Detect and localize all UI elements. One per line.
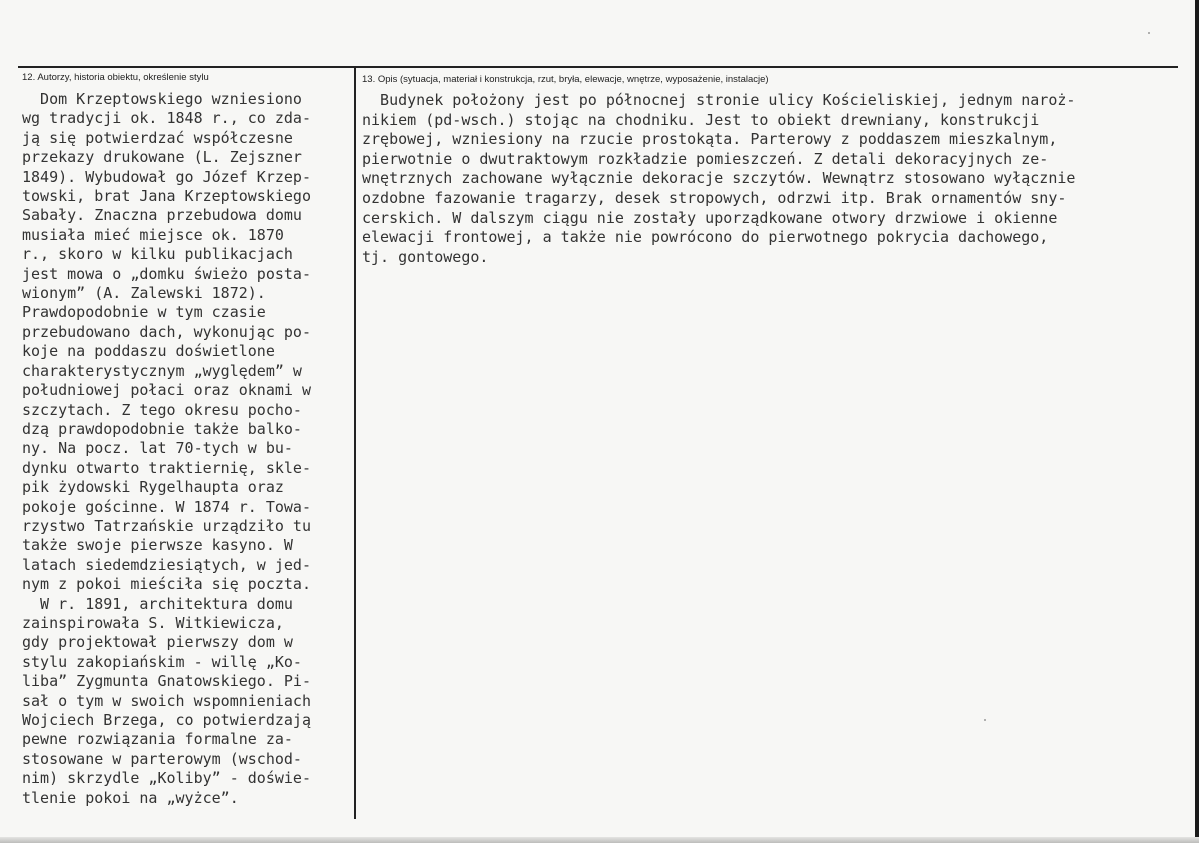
text-line: rzystwo Tatrzańskie urządziło tu: [22, 516, 311, 535]
page-edge-bottom: [0, 837, 1199, 843]
text-line: latach siedemdziesiątych, w jed-: [22, 555, 311, 574]
text-line: zrębowej, wzniesiony na rzucie prostokąta. Parterowy z poddaszem mieszkalnym,: [362, 130, 1058, 149]
text-line: Budynek położony jest po północnej stronie ulicy Kościeliskiej, jednym naroż-: [362, 91, 1076, 109]
text-line: 1849). Wybudował go Józef Krzep-: [22, 167, 311, 186]
section-13-heading: 13. Opis (sytuacja, materiał i konstrukcja, rzut, bryła, elewacje, wnętrze, wyposażenie, instalacje): [362, 74, 769, 85]
text-line: koje na poddaszu doświetlone: [22, 342, 275, 361]
text-line: pierwotnie o dwutraktowym rozkładzie pomieszczeń. Z detali dekoracyjnych ze-: [362, 149, 1049, 168]
text-line: ją się potwierdzać współczesne: [22, 128, 293, 147]
text-line: charakterystycznym „wyględem” w: [22, 361, 302, 380]
text-line: gdy projektował pierwszy dom w: [22, 633, 293, 652]
text-line: przekazy drukowane (L. Zejszner: [22, 148, 302, 167]
text-line: liba” Zygmunta Gnatowskiego. Pi-: [22, 672, 311, 691]
text-line: nim) skrzydle „Koliby” - doświe-: [22, 769, 311, 788]
text-line: ny. Na pocz. lat 70-tych w bu-: [22, 439, 293, 458]
text-line: dynku otwarto traktiernię, skle-: [22, 458, 311, 477]
text-line: zainspirowała S. Witkiewicza,: [22, 613, 284, 632]
text-line: wnętrznych zachowane wyłącznie dekoracje szczytów. Wewnątrz stosowano wyłącznie: [362, 169, 1076, 188]
text-line: jest mowa o „domku świeżo posta-: [22, 264, 311, 283]
text-line: cerskich. W dalszym ciągu nie zostały uporządkowane otwory drzwiowe i okienne: [362, 208, 1058, 227]
text-line: stosowane w parterowym (wschod-: [22, 749, 302, 768]
top-divider-line: [18, 66, 1178, 68]
text-line: także swoje pierwsze kasyno. W: [22, 536, 293, 555]
text-line: przebudowano dach, wykonując po-: [22, 322, 311, 341]
text-line: elewacji frontowej, a także nie powrócono do pierwotnego pokrycia dachowego,: [362, 228, 1049, 247]
text-line: sał o tym w swoich wspomnieniach: [22, 691, 311, 710]
section-12-heading: 12. Autorzy, historia obiektu, określenie stylu: [22, 72, 209, 83]
section-12-body: [22, 90, 311, 808]
text-line: południowej połaci oraz oknami w: [22, 381, 311, 400]
text-line: W r. 1891, architektura domu: [22, 594, 293, 613]
text-line: tj. gontowego.: [362, 247, 489, 266]
text-line: Dom Krzeptowskiego wzniesiono: [22, 90, 302, 108]
text-line: nym z pokoi mieściła się poczta.: [22, 575, 311, 594]
text-line: pokoje gościnne. W 1874 r. Towa-: [22, 497, 311, 516]
text-line: nikiem (pd-wsch.) stojąc na chodniku. Jest to obiekt drewniany, konstrukcji: [362, 110, 1040, 129]
text-line: ozdobne fazowanie tragarzy, desek stropowych, odrzwi itp. Brak ornamentów sny-: [362, 188, 1067, 207]
text-line: stylu zakopiańskim - willę „Ko-: [22, 652, 302, 671]
text-line: wionym” (A. Zalewski 1872).: [22, 284, 266, 303]
text-line: Prawdopodobnie w tym czasie: [22, 303, 266, 322]
scan-speck: [1148, 32, 1150, 34]
text-line: tlenie pokoi na „wyżce”.: [22, 788, 239, 807]
page-edge-right: [1195, 0, 1199, 843]
text-line: pik żydowski Rygelhaupta oraz: [22, 478, 284, 497]
text-line: szczytach. Z tego okresu pocho-: [22, 400, 302, 419]
text-line: musiała mieć miejsce ok. 1870: [22, 225, 284, 244]
text-line: Wojciech Brzega, co potwierdzają: [22, 711, 311, 729]
text-line: r., skoro w kilku publikacjach: [22, 245, 293, 264]
text-line: pewne rozwiązania formalne za-: [22, 730, 293, 749]
text-line: dzą prawdopodobnie także balko-: [22, 419, 302, 438]
section-13-body: [362, 91, 1075, 267]
text-line: Sabały. Znaczna przebudowa domu: [22, 206, 302, 225]
scan-speck: [984, 719, 986, 721]
text-line: towski, brat Jana Krzeptowskiego: [22, 187, 311, 206]
column-divider-line: [354, 67, 356, 819]
text-line: wg tradycji ok. 1848 r., co zda-: [22, 109, 311, 128]
